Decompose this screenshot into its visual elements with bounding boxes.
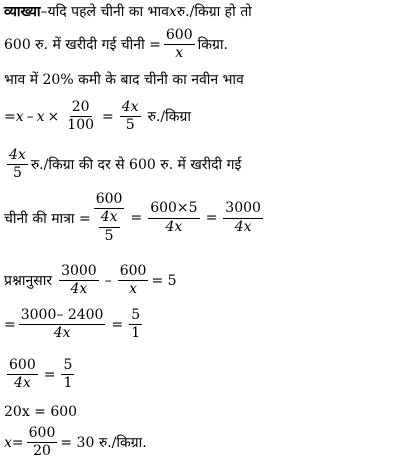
variable-x: x: [168, 3, 177, 20]
complex-fraction-600-over-4x-5: [94, 192, 125, 244]
numerator: 600: [164, 28, 195, 45]
fraction-difference-over-4x: [19, 308, 106, 342]
variable-x: x: [4, 434, 12, 451]
condition-text: प्रश्नानुसार: [4, 273, 53, 290]
fraction-20-over-100: [65, 100, 96, 134]
fraction-4x-over-5: [120, 100, 141, 134]
numerator: 4x: [120, 100, 141, 117]
line-quantity-initial: [4, 28, 228, 62]
equals-sign: =: [205, 210, 218, 227]
numerator: 3000– 2400: [19, 308, 106, 325]
denominator: 20: [33, 443, 51, 460]
fraction-600-over-20: [27, 426, 58, 460]
intro-text-2: रु./किग्रा हो तो: [176, 4, 252, 20]
new-price-text: भाव में 20% कमी के बाद चीनी का नवीन भाव: [4, 72, 244, 88]
denominator: x: [175, 45, 184, 62]
equals-sign: =: [43, 366, 56, 383]
numerator: 600×5: [148, 201, 199, 218]
fraction-3000-over-4x: [223, 201, 263, 235]
fraction-600-over-x: [164, 28, 195, 62]
inner-fraction-4x-over-5: [99, 210, 120, 244]
quantity-text: चीनी की मात्रा =: [4, 210, 91, 227]
denominator: [97, 209, 122, 244]
line-rate: [4, 148, 241, 182]
equals-sign: =: [11, 434, 24, 451]
denominator: 4x: [53, 325, 71, 342]
equals-sign: =: [102, 108, 114, 125]
fraction-600-over-x: [118, 264, 149, 298]
denominator: 4x: [70, 281, 88, 298]
line-condition: [4, 264, 177, 298]
denominator: 5: [12, 165, 22, 182]
line-cross-multiply: [4, 358, 77, 392]
intro-text-1: –यदि पहले चीनी का भाव: [40, 4, 169, 20]
answer-text: = 30 रु./किग्रा.: [60, 435, 147, 452]
denominator: x: [129, 281, 138, 298]
equals-sign: =: [4, 316, 16, 333]
fraction-4x-over-5: [7, 148, 28, 182]
fraction-5-over-1: [61, 358, 74, 392]
minus-sign: –: [26, 108, 34, 125]
variable-x: x: [15, 108, 24, 125]
denominator: 5: [104, 227, 114, 244]
line-new-price-calc: [4, 100, 191, 134]
denominator: 4x: [234, 218, 252, 235]
line-sugar-quantity: [4, 192, 266, 244]
numerator: 4x: [7, 148, 28, 165]
fraction-600-over-4x: [7, 358, 38, 392]
fraction-600x5-over-4x: [148, 201, 199, 235]
equals-sign: =: [130, 210, 143, 227]
denominator: 1: [63, 375, 73, 392]
line-answer: [4, 426, 147, 460]
numerator: 20: [70, 100, 92, 117]
numerator: 5: [129, 308, 142, 325]
unit-text: रु./किग्रा: [147, 109, 192, 126]
line-equation: [4, 404, 77, 420]
explanation-label: व्याख्या: [4, 4, 41, 20]
denominator: 100: [67, 117, 95, 134]
denominator: 5: [125, 117, 135, 134]
fraction-5-over-1: [129, 308, 142, 342]
equals-sign: =: [4, 108, 16, 125]
minus-sign: –: [104, 272, 112, 289]
line-intro: [4, 2, 252, 21]
rate-text: रु./किग्रा की दर से 600 रु. में खरीदी गई: [30, 157, 242, 174]
line-simplify: [4, 308, 145, 342]
numerator: 600: [7, 358, 38, 375]
equals-five: = 5: [151, 272, 177, 289]
equals-sign: =: [111, 316, 124, 333]
denominator: 4x: [165, 218, 183, 235]
quantity-text: 600 रु. में खरीदी गई चीनी =: [4, 37, 161, 54]
numerator: 600: [94, 192, 125, 209]
variable-x: x: [36, 108, 45, 125]
equation-text: 20x = 600: [4, 404, 78, 420]
fraction-3000-over-4x: [59, 264, 99, 298]
line-new-price-intro: [4, 70, 244, 89]
numerator: 4x: [99, 210, 120, 227]
unit-text: किग्रा.: [197, 37, 228, 54]
numerator: 600: [118, 264, 149, 281]
denominator: 4x: [13, 375, 31, 392]
denominator: 1: [131, 325, 141, 342]
times-sign: ×: [47, 108, 60, 125]
numerator: 600: [27, 426, 58, 443]
numerator: 3000: [59, 264, 99, 281]
numerator: 3000: [223, 201, 263, 218]
numerator: 5: [61, 358, 74, 375]
